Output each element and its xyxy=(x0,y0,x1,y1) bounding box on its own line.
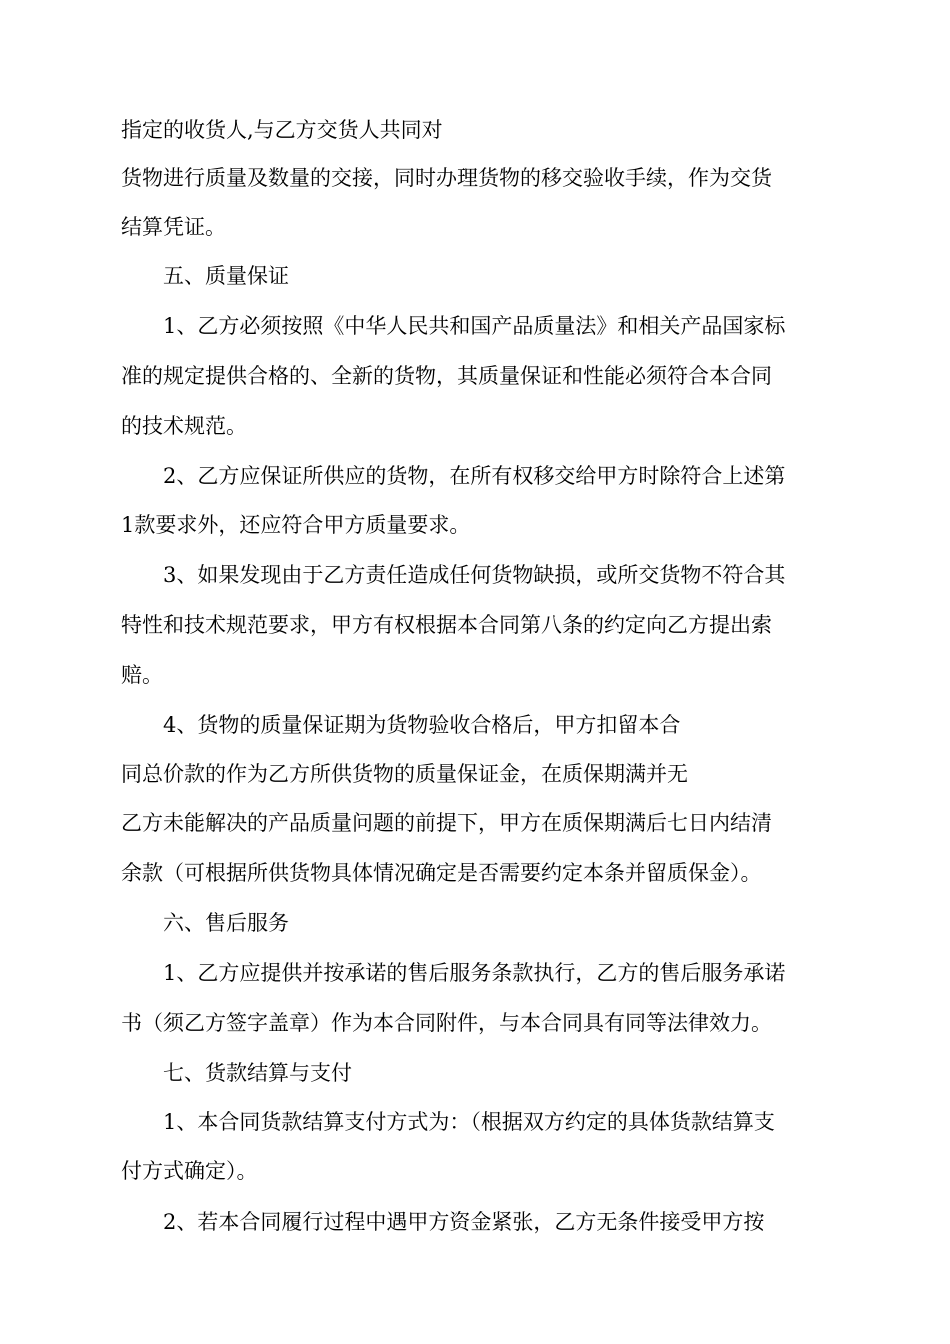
body-text-line: 付方式确定）。 xyxy=(121,1159,258,1183)
body-text-line: 结算凭证。 xyxy=(121,215,226,239)
body-text-line: 书（须乙方签字盖章）作为本合同附件，与本合同具有同等法律效力。 xyxy=(121,1011,772,1035)
body-text-line: 1、乙方应提供并按承诺的售后服务条款执行，乙方的售后服务承诺 xyxy=(163,961,786,985)
body-text-line: 准的规定提供合格的、全新的货物，其质量保证和性能必须符合本合同 xyxy=(121,364,772,388)
body-text-line: 特性和技术规范要求，甲方有权根据本合同第八条的约定向乙方提出索 xyxy=(121,613,772,637)
body-text-line: 货物进行质量及数量的交接，同时办理货物的移交验收手续，作为交货 xyxy=(121,166,772,190)
body-text-line: 2、乙方应保证所供应的货物，在所有权移交给甲方时除符合上述第 xyxy=(163,464,786,488)
body-text-line: 1款要求外，还应符合甲方质量要求。 xyxy=(121,513,471,537)
body-text-line: 1、乙方必须按照《中华人民共和国产品质量法》和相关产品国家标 xyxy=(163,314,786,338)
section-heading: 七、货款结算与支付 xyxy=(163,1061,352,1085)
section-heading: 六、售后服务 xyxy=(163,911,289,935)
body-text-line: 3、如果发现由于乙方责任造成任何货物缺损，或所交货物不符合其 xyxy=(163,563,786,587)
body-text-line: 4、货物的质量保证期为货物验收合格后，甲方扣留本合 xyxy=(163,713,681,737)
body-text-line: 指定的收货人,与乙方交货人共同对 xyxy=(121,118,443,142)
body-text-line: 1、本合同货款结算支付方式为：（根据双方约定的具体货款结算支 xyxy=(163,1110,775,1134)
section-heading: 五、质量保证 xyxy=(163,264,289,288)
body-text-line: 余款（可根据所供货物具体情况确定是否需要约定本条并留质保金）。 xyxy=(121,861,762,885)
body-text-line: 2、若本合同履行过程中遇甲方资金紧张，乙方无条件接受甲方按 xyxy=(163,1210,765,1234)
body-text-line: 乙方未能解决的产品质量问题的前提下，甲方在质保期满后七日内结清 xyxy=(121,811,772,835)
body-text-line: 的技术规范。 xyxy=(121,414,247,438)
body-text-line: 赔。 xyxy=(121,663,163,687)
body-text-line: 同总价款的作为乙方所供货物的质量保证金，在质保期满并无 xyxy=(121,762,688,786)
